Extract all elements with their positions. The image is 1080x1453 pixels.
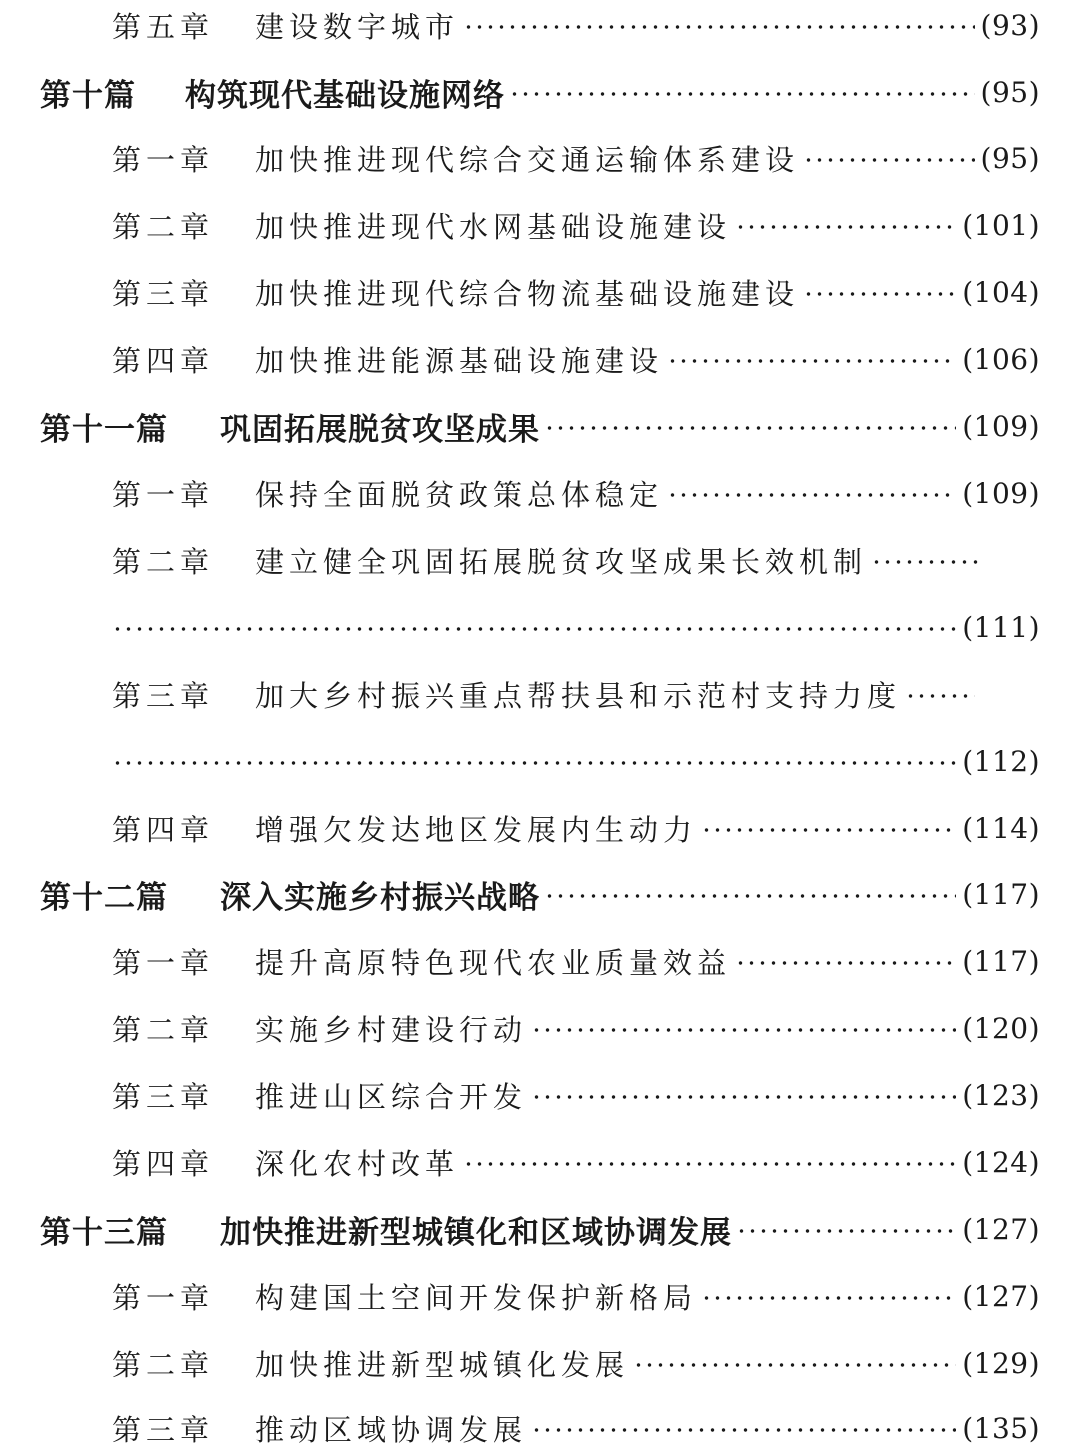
chapter-number: 第四章 (112, 1146, 215, 1181)
dot-leader (701, 1296, 956, 1300)
dot-leader (803, 292, 956, 296)
chapter-title: 加快推进现代综合交通运输体系建设 (255, 142, 800, 177)
toc-chapter-row[interactable] (112, 669, 1040, 719)
dot-leader (531, 1028, 956, 1032)
page-number: (111) (962, 610, 1040, 644)
chapter-number: 第二章 (112, 1347, 215, 1382)
toc-chapter-row[interactable] (112, 936, 1040, 986)
page-number: (123) (962, 1078, 1040, 1112)
page-number: (124) (962, 1145, 1040, 1179)
toc-continuation-row[interactable] (112, 602, 1040, 652)
dot-leader (736, 1229, 956, 1233)
toc-chapter-row[interactable] (112, 1338, 1040, 1388)
chapter-title: 深化农村改革 (255, 1146, 460, 1181)
page-number: (101) (962, 208, 1040, 242)
dot-leader (667, 493, 956, 497)
chapter-title: 构建国土空间开发保护新格局 (255, 1280, 698, 1315)
toc-chapter-row[interactable] (112, 803, 1040, 853)
chapter-title: 保持全面脱贫政策总体稳定 (255, 477, 664, 512)
dot-leader (509, 92, 975, 96)
toc-chapter-row[interactable] (112, 1070, 1040, 1120)
dot-leader (531, 1095, 956, 1099)
page-number: (117) (962, 877, 1040, 911)
part-title: 加快推进新型城镇化和区域协调发展 (220, 1214, 732, 1251)
part-number: 第十三篇 (40, 1214, 168, 1251)
chapter-title: 加快推进能源基础设施建设 (255, 343, 664, 378)
toc-chapter-row[interactable] (112, 267, 1040, 317)
toc-part-row[interactable] (40, 401, 1040, 451)
toc-chapter-row[interactable] (112, 1271, 1040, 1321)
toc-part-row[interactable] (40, 67, 1040, 117)
chapter-number: 第二章 (112, 544, 215, 579)
part-number: 第十一篇 (40, 411, 168, 448)
part-number: 第十二篇 (40, 879, 168, 916)
chapter-number: 第三章 (112, 678, 215, 713)
chapter-number: 第三章 (112, 1412, 215, 1447)
chapter-number: 第一章 (112, 1280, 215, 1315)
dot-leader (544, 426, 956, 430)
page-number: (127) (962, 1279, 1040, 1313)
toc-chapter-row[interactable] (112, 1003, 1040, 1053)
dot-leader (531, 1428, 956, 1432)
part-title: 巩固拓展脱贫攻坚成果 (220, 411, 540, 448)
chapter-number: 第三章 (112, 1079, 215, 1114)
dot-leader (463, 1162, 956, 1166)
chapter-title: 加大乡村振兴重点帮扶县和示范村支持力度 (255, 678, 902, 713)
toc-part-row[interactable] (40, 1204, 1040, 1254)
toc-part-row[interactable] (40, 869, 1040, 919)
chapter-title: 推动区域协调发展 (255, 1412, 528, 1447)
dot-leader (463, 25, 975, 29)
chapter-number: 第五章 (112, 9, 215, 44)
toc-chapter-row[interactable] (112, 0, 1040, 50)
chapter-number: 第四章 (112, 343, 215, 378)
chapter-title: 增强欠发达地区发展内生动力 (255, 812, 698, 847)
chapter-number: 第二章 (112, 1012, 215, 1047)
chapter-number: 第二章 (112, 209, 215, 244)
dot-leader (667, 359, 956, 363)
page-number: (127) (962, 1212, 1040, 1246)
chapter-title: 加快推进现代水网基础设施建设 (255, 209, 732, 244)
chapter-number: 第三章 (112, 276, 215, 311)
page-number: (120) (962, 1011, 1040, 1045)
chapter-number: 第一章 (112, 477, 215, 512)
toc-continuation-row[interactable] (112, 736, 1040, 786)
chapter-title: 加快推进现代综合物流基础设施建设 (255, 276, 800, 311)
dot-leader (871, 560, 981, 564)
page-number: (117) (962, 944, 1040, 978)
toc-chapter-row[interactable] (112, 535, 1040, 585)
toc-chapter-row[interactable] (112, 1137, 1040, 1187)
page-number: (95) (980, 141, 1040, 175)
page-number: (93) (980, 8, 1040, 42)
page-number: (104) (962, 275, 1040, 309)
page-number: (129) (962, 1346, 1040, 1380)
chapter-title: 建设数字城市 (255, 9, 460, 44)
chapter-title: 加快推进新型城镇化发展 (255, 1347, 630, 1382)
dot-leader (112, 761, 956, 765)
dot-leader (633, 1363, 956, 1367)
chapter-number: 第四章 (112, 812, 215, 847)
dot-leader (701, 828, 956, 832)
page-number: (114) (962, 811, 1040, 845)
chapter-title: 提升高原特色现代农业质量效益 (255, 945, 732, 980)
toc-chapter-row[interactable] (112, 334, 1040, 384)
page-number: (106) (962, 342, 1040, 376)
toc-chapter-row[interactable] (112, 468, 1040, 518)
part-number: 第十篇 (40, 77, 136, 114)
chapter-title: 建立健全巩固拓展脱贫攻坚成果长效机制 (255, 544, 868, 579)
dot-leader (905, 694, 975, 698)
page-number: (109) (962, 409, 1040, 443)
page-number: (95) (980, 75, 1040, 109)
toc-chapter-row[interactable] (112, 1403, 1040, 1453)
toc-chapter-row[interactable] (112, 200, 1040, 250)
part-title: 深入实施乡村振兴战略 (220, 879, 540, 916)
chapter-title: 推进山区综合开发 (255, 1079, 528, 1114)
part-title: 构筑现代基础设施网络 (185, 77, 505, 114)
dot-leader (735, 225, 956, 229)
toc-chapter-row[interactable] (112, 133, 1040, 183)
page-number: (109) (962, 476, 1040, 510)
chapter-number: 第一章 (112, 945, 215, 980)
dot-leader (803, 158, 975, 162)
dot-leader (112, 627, 956, 631)
dot-leader (544, 894, 956, 898)
dot-leader (735, 961, 956, 965)
page-number: (135) (962, 1411, 1040, 1445)
chapter-number: 第一章 (112, 142, 215, 177)
page-number: (112) (962, 744, 1040, 778)
chapter-title: 实施乡村建设行动 (255, 1012, 528, 1047)
